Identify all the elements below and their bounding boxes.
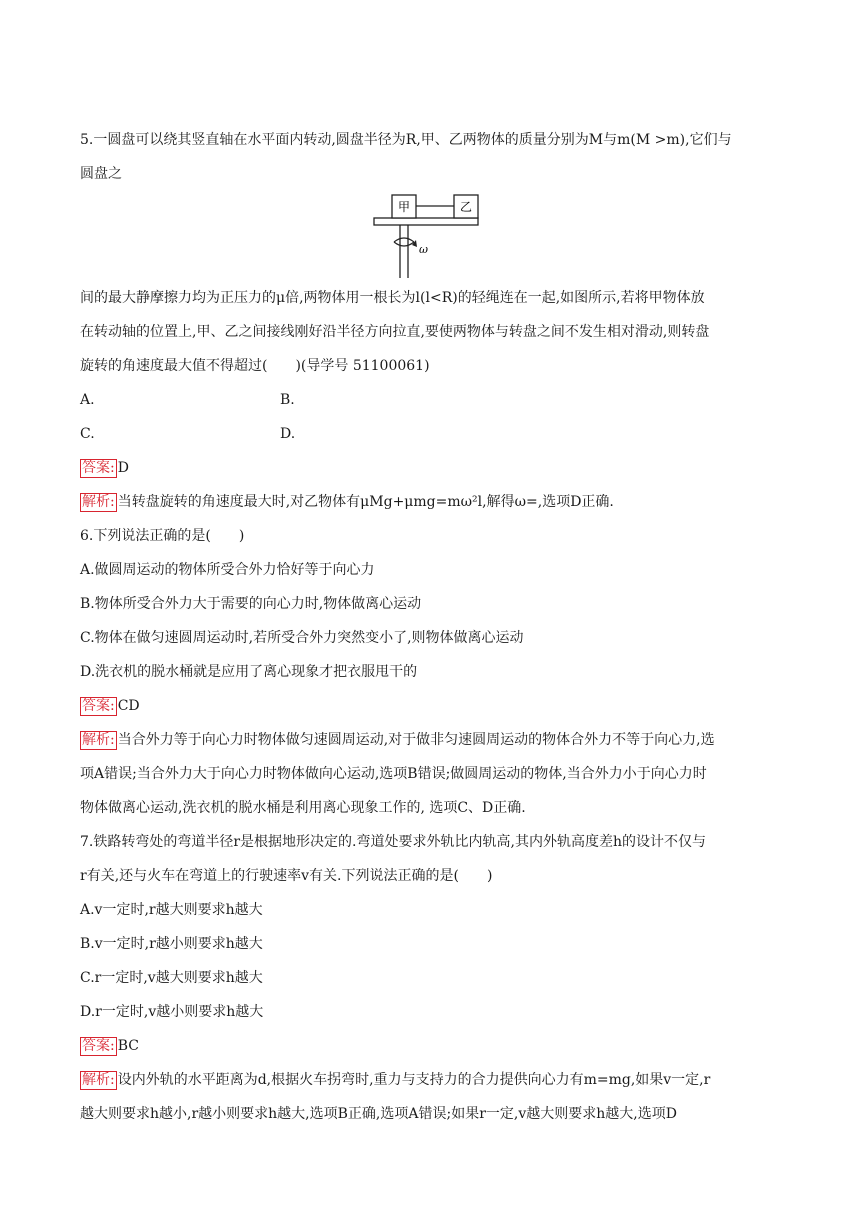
rotation-arrow-lower <box>394 242 414 246</box>
q5-stem-line-5: 旋转的角速度最大值不得超过( )(导学号 51100061) <box>80 358 430 374</box>
q5-stem-line-1: 5.一圆盘可以绕其竖直轴在水平面内转动,圆盘半径为R,甲、乙两物体的质量分别为M与m(M >m),它们与 <box>80 132 732 148</box>
q5-options-row-2 <box>80 424 296 444</box>
q5-stem-line-3: 间的最大静摩擦力均为正压力的μ倍,两物体用一根长为l(l<R)的轻绳连在一起,如图所示,若将甲物体放 <box>80 290 705 306</box>
q6-stem: 6.下列说法正确的是( ) <box>80 528 245 544</box>
q7-stem-line-2: r有关,还与火车在弯道上的行驶速率v有关.下列说法正确的是( ) <box>80 868 493 884</box>
q6-analysis-line-3: 物体做离心运动,洗衣机的脱水桶是利用离心现象工作的, 选项C、D正确. <box>80 800 526 816</box>
answer-value: CD <box>117 698 140 714</box>
q7-answer <box>80 1036 139 1056</box>
q6-option-b: B.物体所受合外力大于需要的向心力时,物体做离心运动 <box>80 596 422 612</box>
q6-option-d: D.洗衣机的脱水桶就是应用了离心现象才把衣服甩干的 <box>80 664 418 680</box>
q5-stem-line-4: 在转动轴的位置上,甲、乙之间接线刚好沿半径方向拉直,要使两物体与转盘之间不发生相对滑动,则转盘 <box>80 324 710 340</box>
q7-option-b: B.v一定时,r越小则要求h越大 <box>80 936 263 952</box>
disk <box>374 218 478 225</box>
answer-label: 答案: <box>82 1038 115 1054</box>
analysis-label: 解析: <box>82 732 115 748</box>
q5-answer <box>80 458 129 478</box>
answer-value: D <box>117 460 129 476</box>
analysis-text: 设内外轨的水平距离为d,根据火车拐弯时,重力与支持力的合力提供向心力有m=mg,如果v一定,r <box>117 1072 711 1088</box>
q6-answer <box>80 696 140 716</box>
q5-option-c: C. <box>80 426 95 442</box>
q6-analysis-line-1 <box>80 730 715 750</box>
q7-stem-line-1: 7.铁路转弯处的弯道半径r是根据地形决定的.弯道处要求外轨比内轨高,其内外轨高度差h的设计不仅与 <box>80 834 706 850</box>
answer-value: BC <box>117 1038 139 1054</box>
q7-option-a: A.v一定时,r越大则要求h越大 <box>80 902 263 918</box>
q5-option-a: A. <box>80 392 95 408</box>
q7-option-c: C.r一定时,v越大则要求h越大 <box>80 970 263 986</box>
block-jia-label: 甲 <box>397 200 411 214</box>
q6-option-c: C.物体在做匀速圆周运动时,若所受合外力突然变小了,则物体做离心运动 <box>80 630 524 646</box>
rotation-arrow <box>394 238 414 242</box>
rotating-disk-figure <box>372 190 482 280</box>
q5-option-b: B. <box>280 392 295 408</box>
q6-analysis-line-2: 项A错误;当合外力大于向心力时物体做向心运动,选项B错误;做圆周运动的物体,当合外力小于向心力时 <box>80 766 707 782</box>
analysis-text: 当转盘旋转的角速度最大时,对乙物体有μMg+μmg=mω²l,解得ω=,选项D正确. <box>117 494 614 510</box>
q7-analysis-line-1 <box>80 1070 710 1090</box>
answer-label: 答案: <box>82 698 115 714</box>
q7-option-d: D.r一定时,v越小则要求h越大 <box>80 1004 264 1020</box>
q7-analysis-line-2: 越大则要求h越小,r越小则要求h越大,选项B正确,选项A错误;如果r一定,v越大则要求h越大,选项D <box>80 1106 677 1122</box>
analysis-text: 当合外力等于向心力时物体做匀速圆周运动,对于做非匀速圆周运动的物体合外力不等于向心力,选 <box>117 732 715 748</box>
q5-stem-line-2: 圆盘之 <box>80 166 122 182</box>
analysis-label: 解析: <box>82 494 115 510</box>
block-yi-label: 乙 <box>459 200 473 214</box>
analysis-label: 解析: <box>82 1072 115 1088</box>
answer-label: 答案: <box>82 460 115 476</box>
q5-option-d: D. <box>280 426 296 442</box>
q5-analysis <box>80 492 614 512</box>
q6-option-a: A.做圆周运动的物体所受合外力恰好等于向心力 <box>80 562 375 578</box>
omega-label: ω <box>419 243 428 256</box>
q5-options-row-1 <box>80 390 295 410</box>
